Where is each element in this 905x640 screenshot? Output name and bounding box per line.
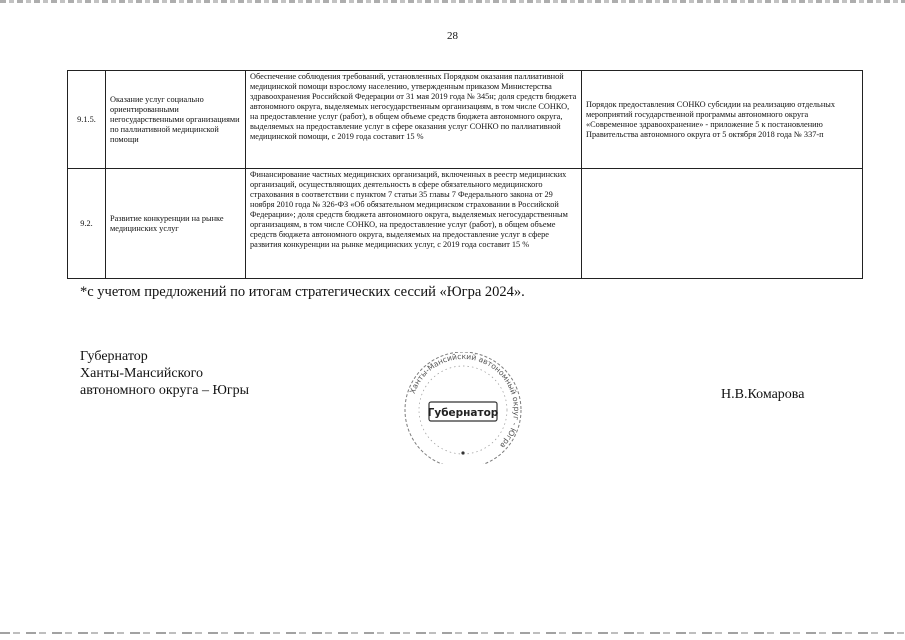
table-row bbox=[68, 169, 863, 279]
signatory-title-line: автономного округа – Югры bbox=[80, 383, 249, 398]
measures-table bbox=[67, 70, 863, 279]
page-number: 28 bbox=[447, 30, 458, 42]
row-number: 9.2. bbox=[68, 169, 106, 279]
legal-basis: Порядок предоставления СОНКО субсидии на реализацию отдельных мероприятий государственной программы автономного округа «Современное здравоохранение» - приложение 5 к постановлению Правительства автономного округа от 5 октября 2018 года № 337-п bbox=[582, 71, 863, 169]
legal-basis bbox=[582, 169, 863, 279]
footnote: *с учетом предложений по итогам стратегических сессий «Югра 2024». bbox=[80, 284, 525, 300]
scan-bottom-edge bbox=[0, 632, 905, 634]
row-number: 9.1.5. bbox=[68, 71, 106, 169]
scan-top-edge bbox=[0, 0, 905, 3]
signatory-title bbox=[80, 348, 249, 399]
official-seal bbox=[393, 352, 533, 469]
measure-name: Оказание услуг социально ориентированными негосударственными организациями по паллиативной медицинской помощи bbox=[106, 71, 246, 169]
signatory-name: Н.В.Комарова bbox=[721, 387, 805, 402]
signatory-title-line: Губернатор bbox=[80, 349, 148, 364]
seal-center-text: Губернатор bbox=[427, 407, 499, 419]
measure-description: Обеспечение соблюдения требований, установленных Порядком оказания паллиативной медицинской помощи взрослому населению, утвержденным приказом Министерства здравоохранения Российской Федерации от 31 мая 2019 года № 345н; доля средств бюджета автономного округа, выделяемых негосударственным организациям, в том числе СОНКО, на предоставление услуг (работ), в общем объеме средств бюджета автономного округа, выделяемых на предоставление услуг в сфере оказания услуг СОНКО по паллиативной медицинской помощи, с 2019 года составит 15 % bbox=[246, 71, 582, 169]
measure-name: Развитие конкуренции на рынке медицинских услуг bbox=[106, 169, 246, 279]
table-row bbox=[68, 71, 863, 169]
seal-graphic bbox=[393, 352, 533, 464]
seal-ring-text: Ханты-Мансийский автономный округ - Югра bbox=[407, 352, 522, 451]
signatory-title-line: Ханты-Мансийского bbox=[80, 366, 204, 381]
measure-description: Финансирование частных медицинских организаций, включенных в реестр медицинских организаций, осуществляющих деятельность в сфере обязательного медицинского страхования в соответствии с пунктом 7 статьи 35 главы 7 Федерального закона от 29 ноября 2010 года № 326-ФЗ «Об обязательном медицинском страховании в Российской Федерации»; доля средств бюджета автономного округа, выделяемых негосударственным организациям, в том числе СОНКО, на предоставление услуг (работ), в общем объеме средств бюджета автономного округа, выделяемых на предоставление услуг в сфере развития конкуренции на рынке медицинских услуг, с 2019 года составит 15 % bbox=[246, 169, 582, 279]
